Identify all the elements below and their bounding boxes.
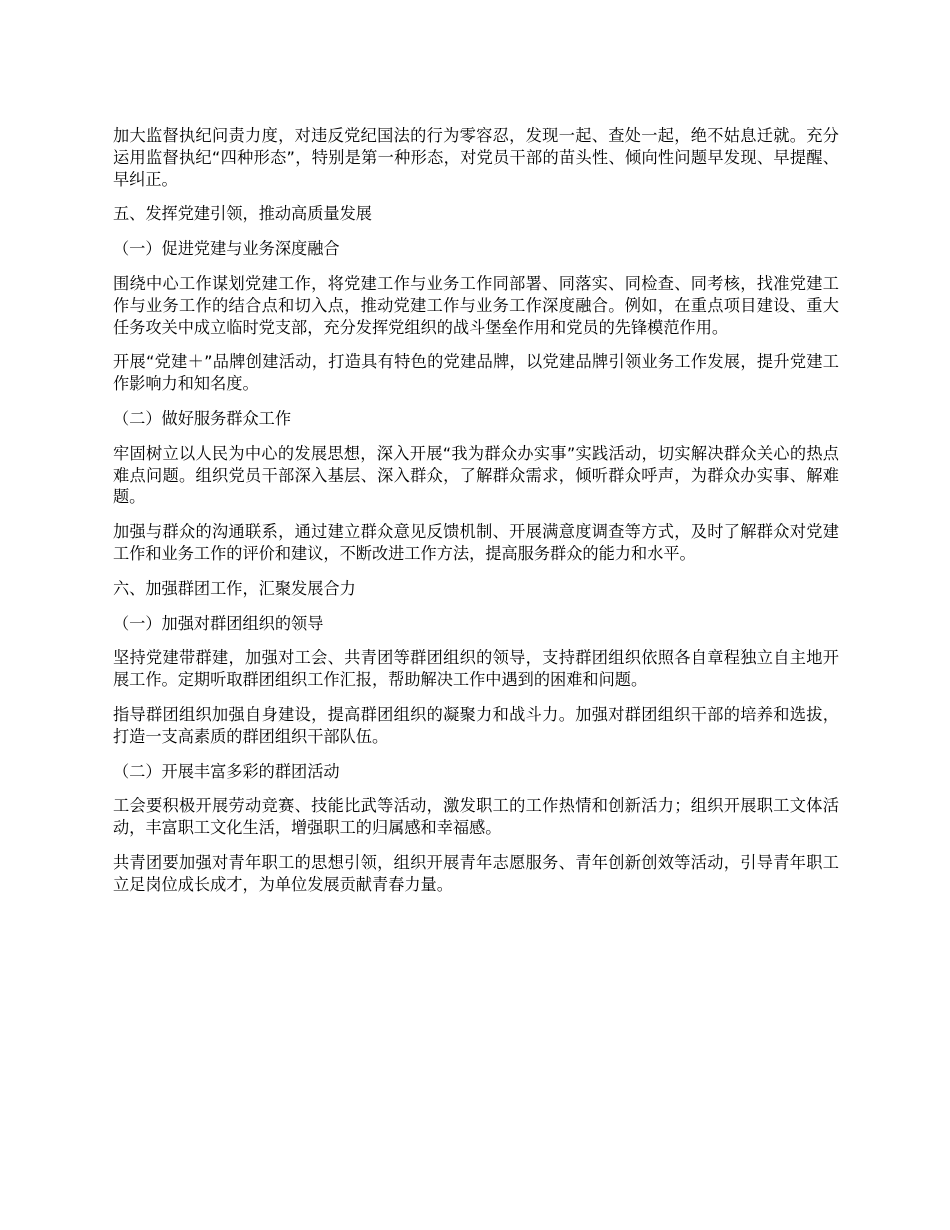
body-paragraph: 工会要积极开展劳动竞赛、技能比武等活动，激发职工的工作热情和创新活力；组织开展职工文体活动，丰富职工文化生活，增强职工的归属感和幸福感。: [113, 796, 839, 838]
subsection-heading: （一）加强对群团组织的领导: [113, 613, 324, 633]
body-paragraph: 牢固树立以人民为中心的发展思想，深入开展“我为群众办实事”实践活动，切实解决群众关心的热点难点问题。组织党员干部深入基层、深入群众，了解群众需求，倾听群众呼声，为群众办实事、解难题。: [113, 443, 839, 507]
subsection-heading: （二）做好服务群众工作: [113, 408, 292, 428]
body-paragraph: 开展“党建＋”品牌创建活动，打造具有特色的党建品牌，以党建品牌引领业务工作发展，提升党建工作影响力和知名度。: [113, 352, 839, 394]
document-page: [113, 125, 839, 909]
subsection-heading: （一）促进党建与业务深度融合: [113, 239, 340, 259]
body-paragraph: 加大监督执纪问责力度，对违反党纪国法的行为零容忍，发现一起、查处一起，绝不姑息迁就。充分运用监督执纪“四种形态”，特别是第一种形态，对党员干部的苗头性、倾向性问题早发现、早提醒、早纠正。: [113, 126, 839, 189]
body-paragraph: 共青团要加强对青年职工的思想引领，组织开展青年志愿服务、青年创新创效等活动，引导青年职工立足岗位成长成才，为单位发展贡献青春力量。: [113, 852, 839, 894]
section-heading: 六、加强群团工作，汇聚发展合力: [113, 578, 356, 598]
section-heading: 五、发挥党建引领，推动高质量发展: [113, 204, 372, 224]
body-paragraph: 指导群团组织加强自身建设，提高群团组织的凝聚力和战斗力。加强对群团组织干部的培养和选拔，打造一支高素质的群团组织干部队伍。: [113, 704, 839, 746]
body-paragraph: 加强与群众的沟通联系，通过建立群众意见反馈机制、开展满意度调查等方式，及时了解群众对党建工作和业务工作的评价和建议，不断改进工作方法，提高服务群众的能力和水平。: [113, 522, 839, 563]
subsection-heading: （二）开展丰富多彩的群团活动: [113, 761, 340, 781]
body-paragraph: 坚持党建带群建，加强对工会、共青团等群团组织的领导，支持群团组织依照各自章程独立自主地开展工作。定期听取群团组织工作汇报，帮助解决工作中遇到的困难和问题。: [113, 648, 839, 690]
body-paragraph: 围绕中心工作谋划党建工作，将党建工作与业务工作同部署、同落实、同检查、同考核，找准党建工作与业务工作的结合点和切入点，推动党建工作与业务工作深度融合。例如，在重点项目建设、重大任务攻关中成立临时党支部，充分发挥党组织的战斗堡垒作用和党员的先锋模范作用。: [113, 273, 839, 337]
